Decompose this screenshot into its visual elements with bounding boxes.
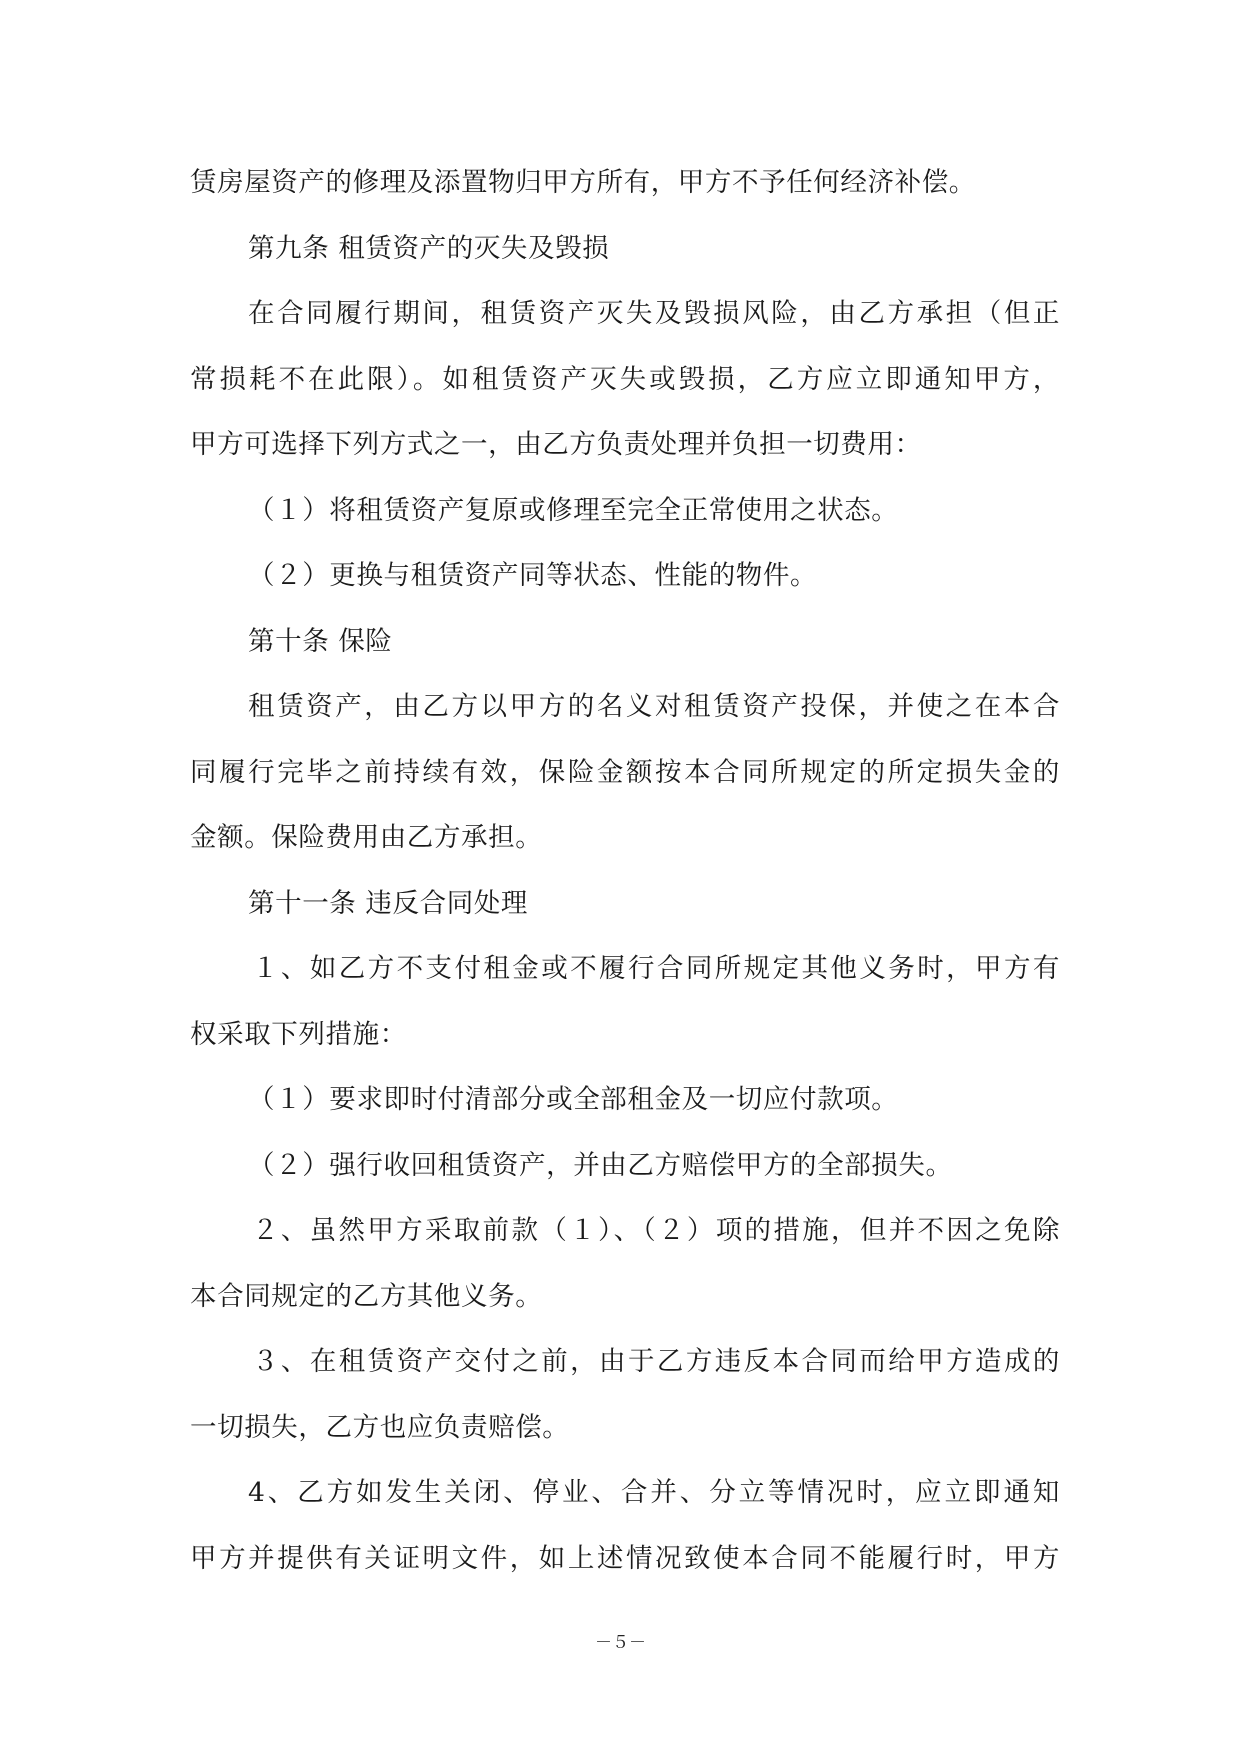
paragraph-line: 4、乙方如发生关闭、停业、合并、分立等情况时，应立即通知 [248, 1477, 1060, 1508]
paragraph-line: 在合同履行期间，租赁资产灭失及毁损风险，由乙方承担（但正 [248, 298, 1060, 329]
paragraph-line: 赁房屋资产的修理及添置物归甲方所有，甲方不予任何经济补偿。 [190, 167, 976, 198]
article-heading-9: 第九条 租赁资产的灭失及毁损 [248, 232, 610, 264]
list-item: （２）强行收回租赁资产，并由乙方赔偿甲方的全部损失。 [248, 1149, 953, 1181]
article-heading-11: 第十一条 违反合同处理 [248, 887, 529, 919]
paragraph-line: 租赁资产，由乙方以甲方的名义对租赁资产投保，并使之在本合 [248, 691, 1060, 722]
article-heading-10: 第十条 保险 [248, 625, 393, 657]
list-item: （２）更换与租赁资产同等状态、性能的物件。 [248, 560, 818, 591]
list-item: （１）将租赁资产复原或修理至完全正常使用之状态。 [248, 494, 899, 526]
paragraph-line: 甲方并提供有关证明文件，如上述情况致使本合同不能履行时，甲方 [190, 1542, 1060, 1574]
paragraph-line: 一切损失，乙方也应负责赔偿。 [190, 1411, 570, 1443]
paragraph-line: 同履行完毕之前持续有效，保险金额按本合同所规定的所定损失金的 [190, 756, 1060, 788]
list-item: （１）要求即时付清部分或全部租金及一切应付款项。 [248, 1084, 899, 1115]
paragraph-line: １、如乙方不支付租金或不履行合同所规定其他义务时，甲方有 [252, 953, 1060, 984]
paragraph-line: 甲方可选择下列方式之一，由乙方负责处理并负担一切费用： [190, 429, 922, 460]
page-number: －５－ [595, 1633, 646, 1653]
paragraph-line: ２、虽然甲方采取前款（１）、（２）项的措施，但并不因之免除 [252, 1215, 1060, 1246]
paragraph-line: 金额。保险费用由乙方承担。 [190, 822, 543, 853]
paragraph-line: 权采取下列措施： [190, 1018, 407, 1050]
paragraph-line: 本合同规定的乙方其他义务。 [190, 1280, 543, 1312]
paragraph-line: 常损耗不在此限）。如租赁资产灭失或毁损，乙方应立即通知甲方， [190, 363, 1060, 395]
document-body [190, 158, 1060, 1599]
paragraph-line: ３、在租赁资产交付之前，由于乙方违反本合同而给甲方造成的 [252, 1346, 1060, 1377]
